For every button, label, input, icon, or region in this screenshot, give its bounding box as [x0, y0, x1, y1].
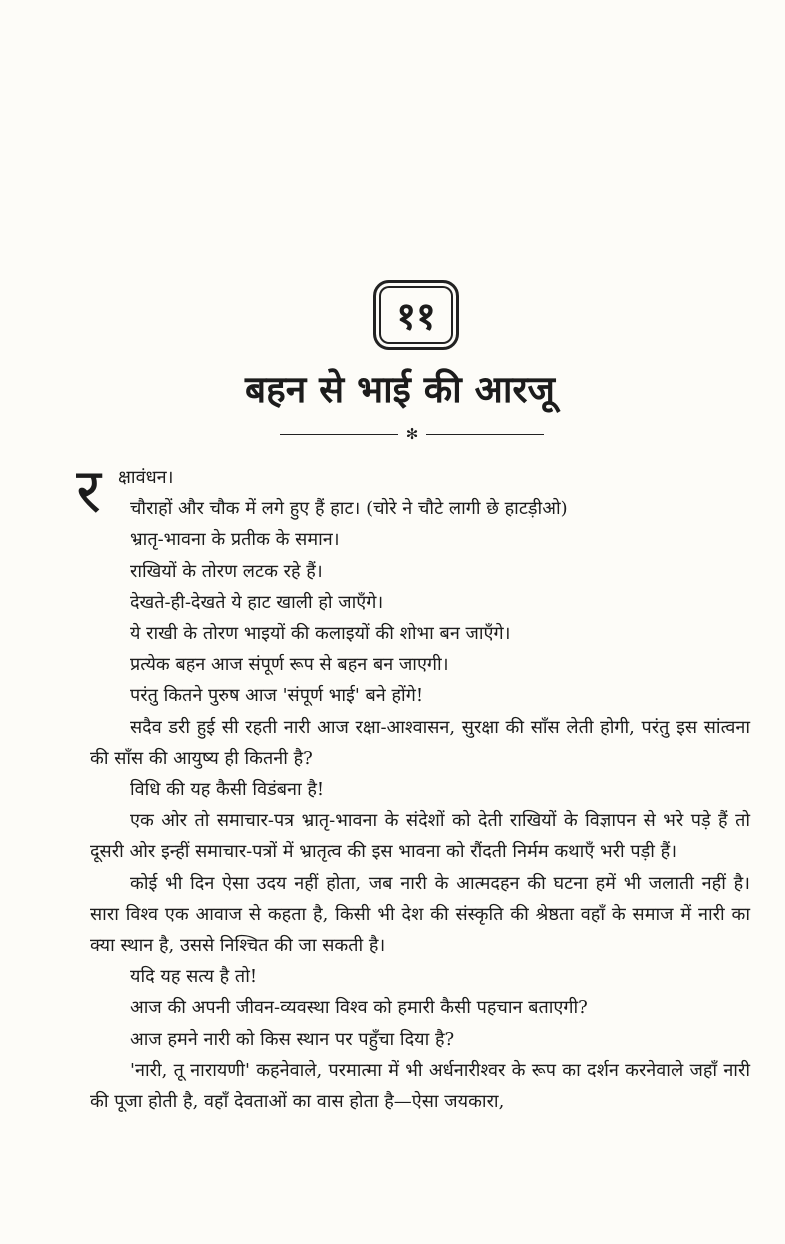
paragraph: सदैव डरी हुई सी रहती नारी आज रक्षा-आश्वासन, सुरक्षा की साँस लेती होगी, परंतु इस सांत्वना की साँस की आयुष्य ही कितनी है?: [90, 716, 750, 769]
paragraph: यदि यह सत्य है तो!: [130, 966, 258, 988]
paragraph: भ्रातृ-भावना के प्रतीक के समान।: [130, 529, 340, 551]
divider-line-right: [426, 434, 544, 435]
paragraph: क्षावंधन।: [118, 467, 174, 488]
divider-line-left: [280, 434, 398, 435]
title-divider: [279, 424, 545, 444]
paragraph: 'नारी, तू नारायणी' कहनेवाले, परमात्मा में भी अर्धनारीश्वर के रूप का दर्शन करनेवाले जहाँ नारी की पूजा होती है, वहाँ देवताओं का वास होता है—ऐसा जयकारा,: [90, 1059, 750, 1113]
paragraph: ये राखी के तोरण भाइयों की कलाइयों की शोभा बन जाएँगे।: [130, 623, 511, 645]
paragraph: चौराहों और चौक में लगे हुए हैं हाट। (चोरे ने चौटे लागी छे हाटड़ीओ): [130, 498, 568, 520]
paragraph: आज की अपनी जीवन-व्यवस्था विश्व को हमारी कैसी पहचान बताएगी?: [130, 997, 588, 1019]
chapter-title: बहन से भाई की आरजू: [244, 368, 555, 411]
paragraph: कोई भी दिन ऐसा उदय नहीं होता, जब नारी के आत्मदहन की घटना हमें भी जलाती नहीं है। सारा विश्व एक आवाज से कहता है, किसी भी देश की संस्कृति की श्रेष्ठता वहाँ के समाज में नारी का क्या स्थान है, उससे निश्चित की जा सकती है।: [90, 872, 750, 957]
paragraph: देखते-ही-देखते ये हाट खाली हो जाएँगे।: [130, 591, 384, 613]
paragraph: प्रत्येक बहन आज संपूर्ण रूप से बहन बन जाएगी।: [130, 654, 449, 676]
chapter-number-frame: [373, 280, 459, 350]
drop-cap: र: [76, 454, 102, 527]
paragraph: एक ओर तो समाचार-पत्र भ्रातृ-भावना के संदेशों को देती राखियों के विज्ञापन से भरे पड़े हैं तो दूसरी ओर इन्हीं समाचार-पत्रों में भ्रातृत्व की इस भावना को रौंदती निर्मम कथाएँ भरी पड़ी हैं।: [90, 810, 750, 863]
body-text: [90, 462, 750, 1117]
paragraph: परंतु कितने पुरुष आज 'संपूर्ण भाई' बने होंगे!: [130, 685, 424, 707]
chapter-number: ११: [396, 293, 436, 338]
paragraph: विधि की यह कैसी विडंबना है!: [130, 779, 325, 801]
paragraph: आज हमने नारी को किस स्थान पर पहुँचा दिया है?: [130, 1028, 455, 1050]
divider-star-icon: ✻: [405, 424, 419, 443]
paragraph: राखियों के तोरण लटक रहे हैं।: [130, 560, 323, 582]
